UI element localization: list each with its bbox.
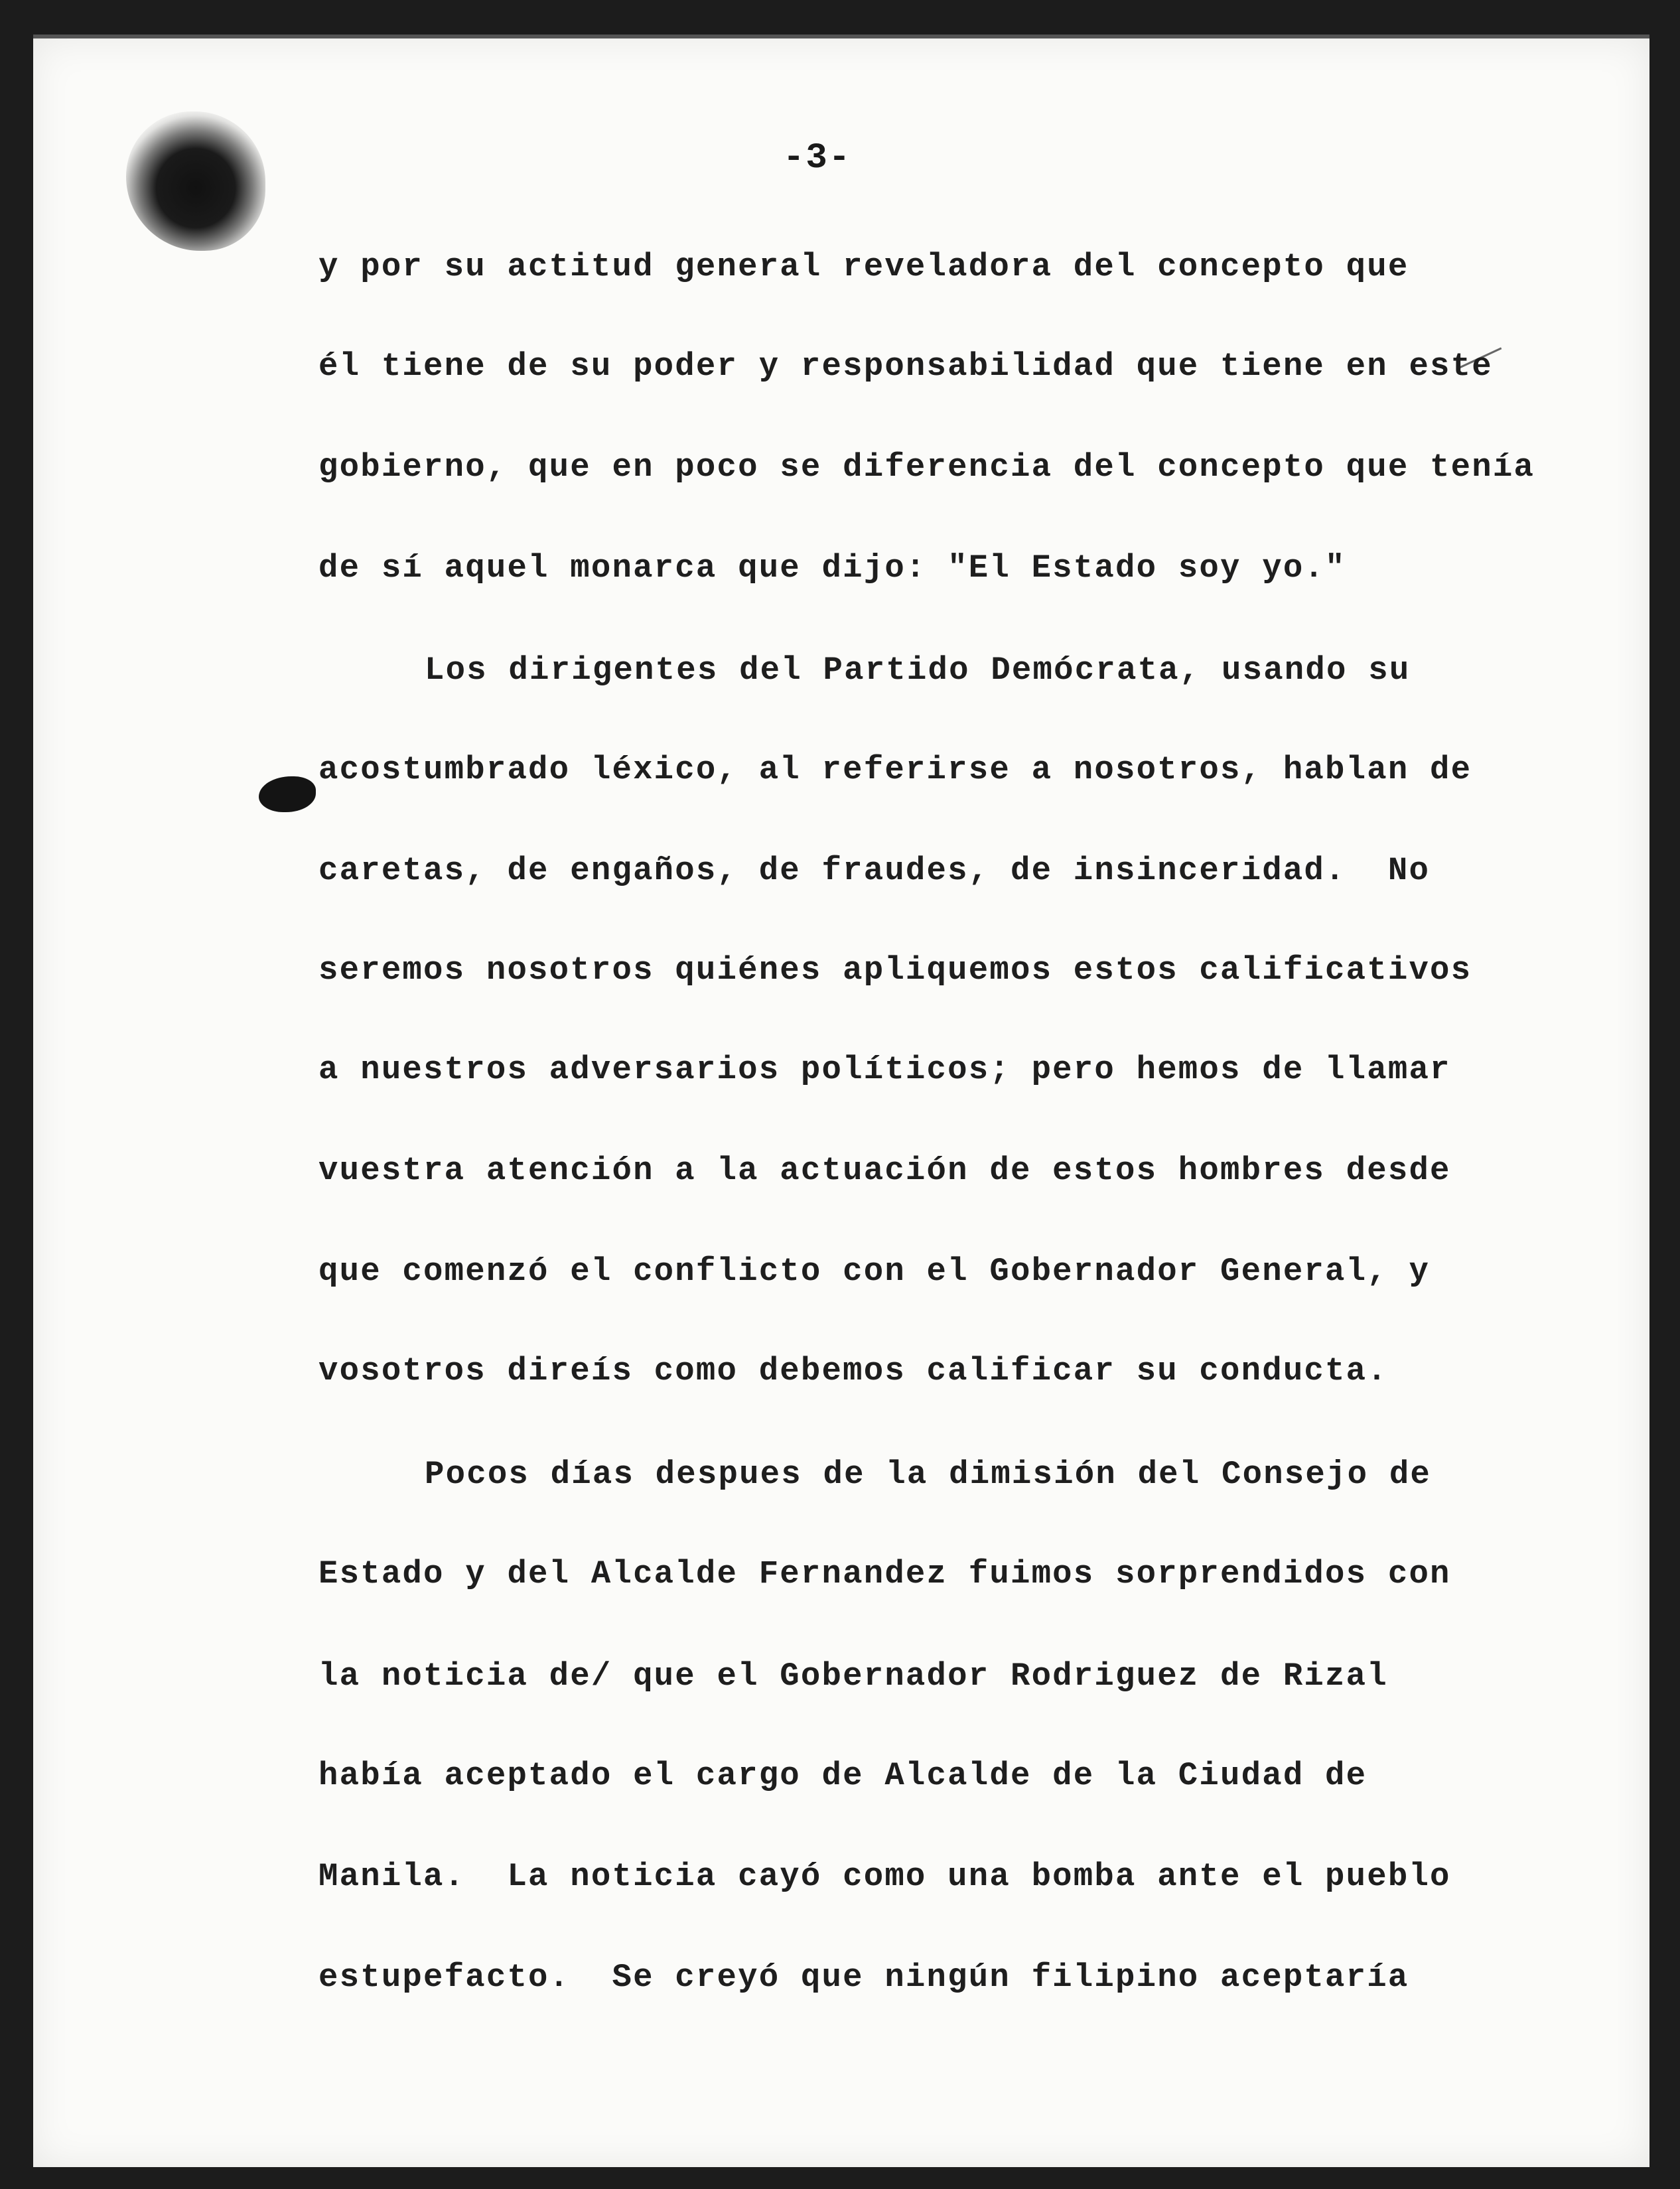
text-line: Manila. La noticia cayó como una bomba ante el pueblo [318,1858,1451,1895]
ink-spot-mark [259,776,316,812]
text-line: de sí aquel monarca que dijo: "El Estado soy yo." [318,549,1346,587]
text-line: acostumbrado léxico, al referirse a nosotros, hablan de [318,751,1472,788]
paragraph-start-line: Pocos días despues de la dimisión del Consejo de [425,1456,1432,1493]
text-line: seremos nosotros quiénes apliquemos estos calificativos [318,952,1472,989]
paragraph-start-line: Los dirigentes del Partido Demócrata, usando su [425,652,1411,689]
text-line: y por su actitud general reveladora del concepto que [318,248,1409,285]
text-line: vuestra atención a la actuación de estos hombres desde [318,1152,1451,1189]
text-line: gobierno, que en poco se diferencia del concepto que tenía [318,449,1535,486]
page-number: -3- [783,138,852,178]
text-line: había aceptado el cargo de Alcalde de la Ciudad de [318,1757,1367,1794]
text-line: caretas, de engaños, de fraudes, de insinceridad. No [318,852,1431,889]
document-page [33,35,1649,2167]
text-line: a nuestros adversarios políticos; pero hemos de llamar [318,1051,1451,1088]
text-line: la noticia de/ que el Gobernador Rodriguez de Rizal [318,1658,1388,1695]
ink-blot-mark [126,111,265,251]
text-line: que comenzó el conflicto con el Gobernador General, y [318,1253,1431,1290]
text-line: Estado y del Alcalde Fernandez fuimos sorprendidos con [318,1555,1451,1592]
text-line: vosotros direís como debemos calificar su conducta. [318,1352,1388,1389]
text-line: estupefacto. Se creyó que ningún filipino aceptaría [318,1959,1409,1996]
text-line: él tiene de su poder y responsabilidad que tiene en este [318,348,1493,385]
